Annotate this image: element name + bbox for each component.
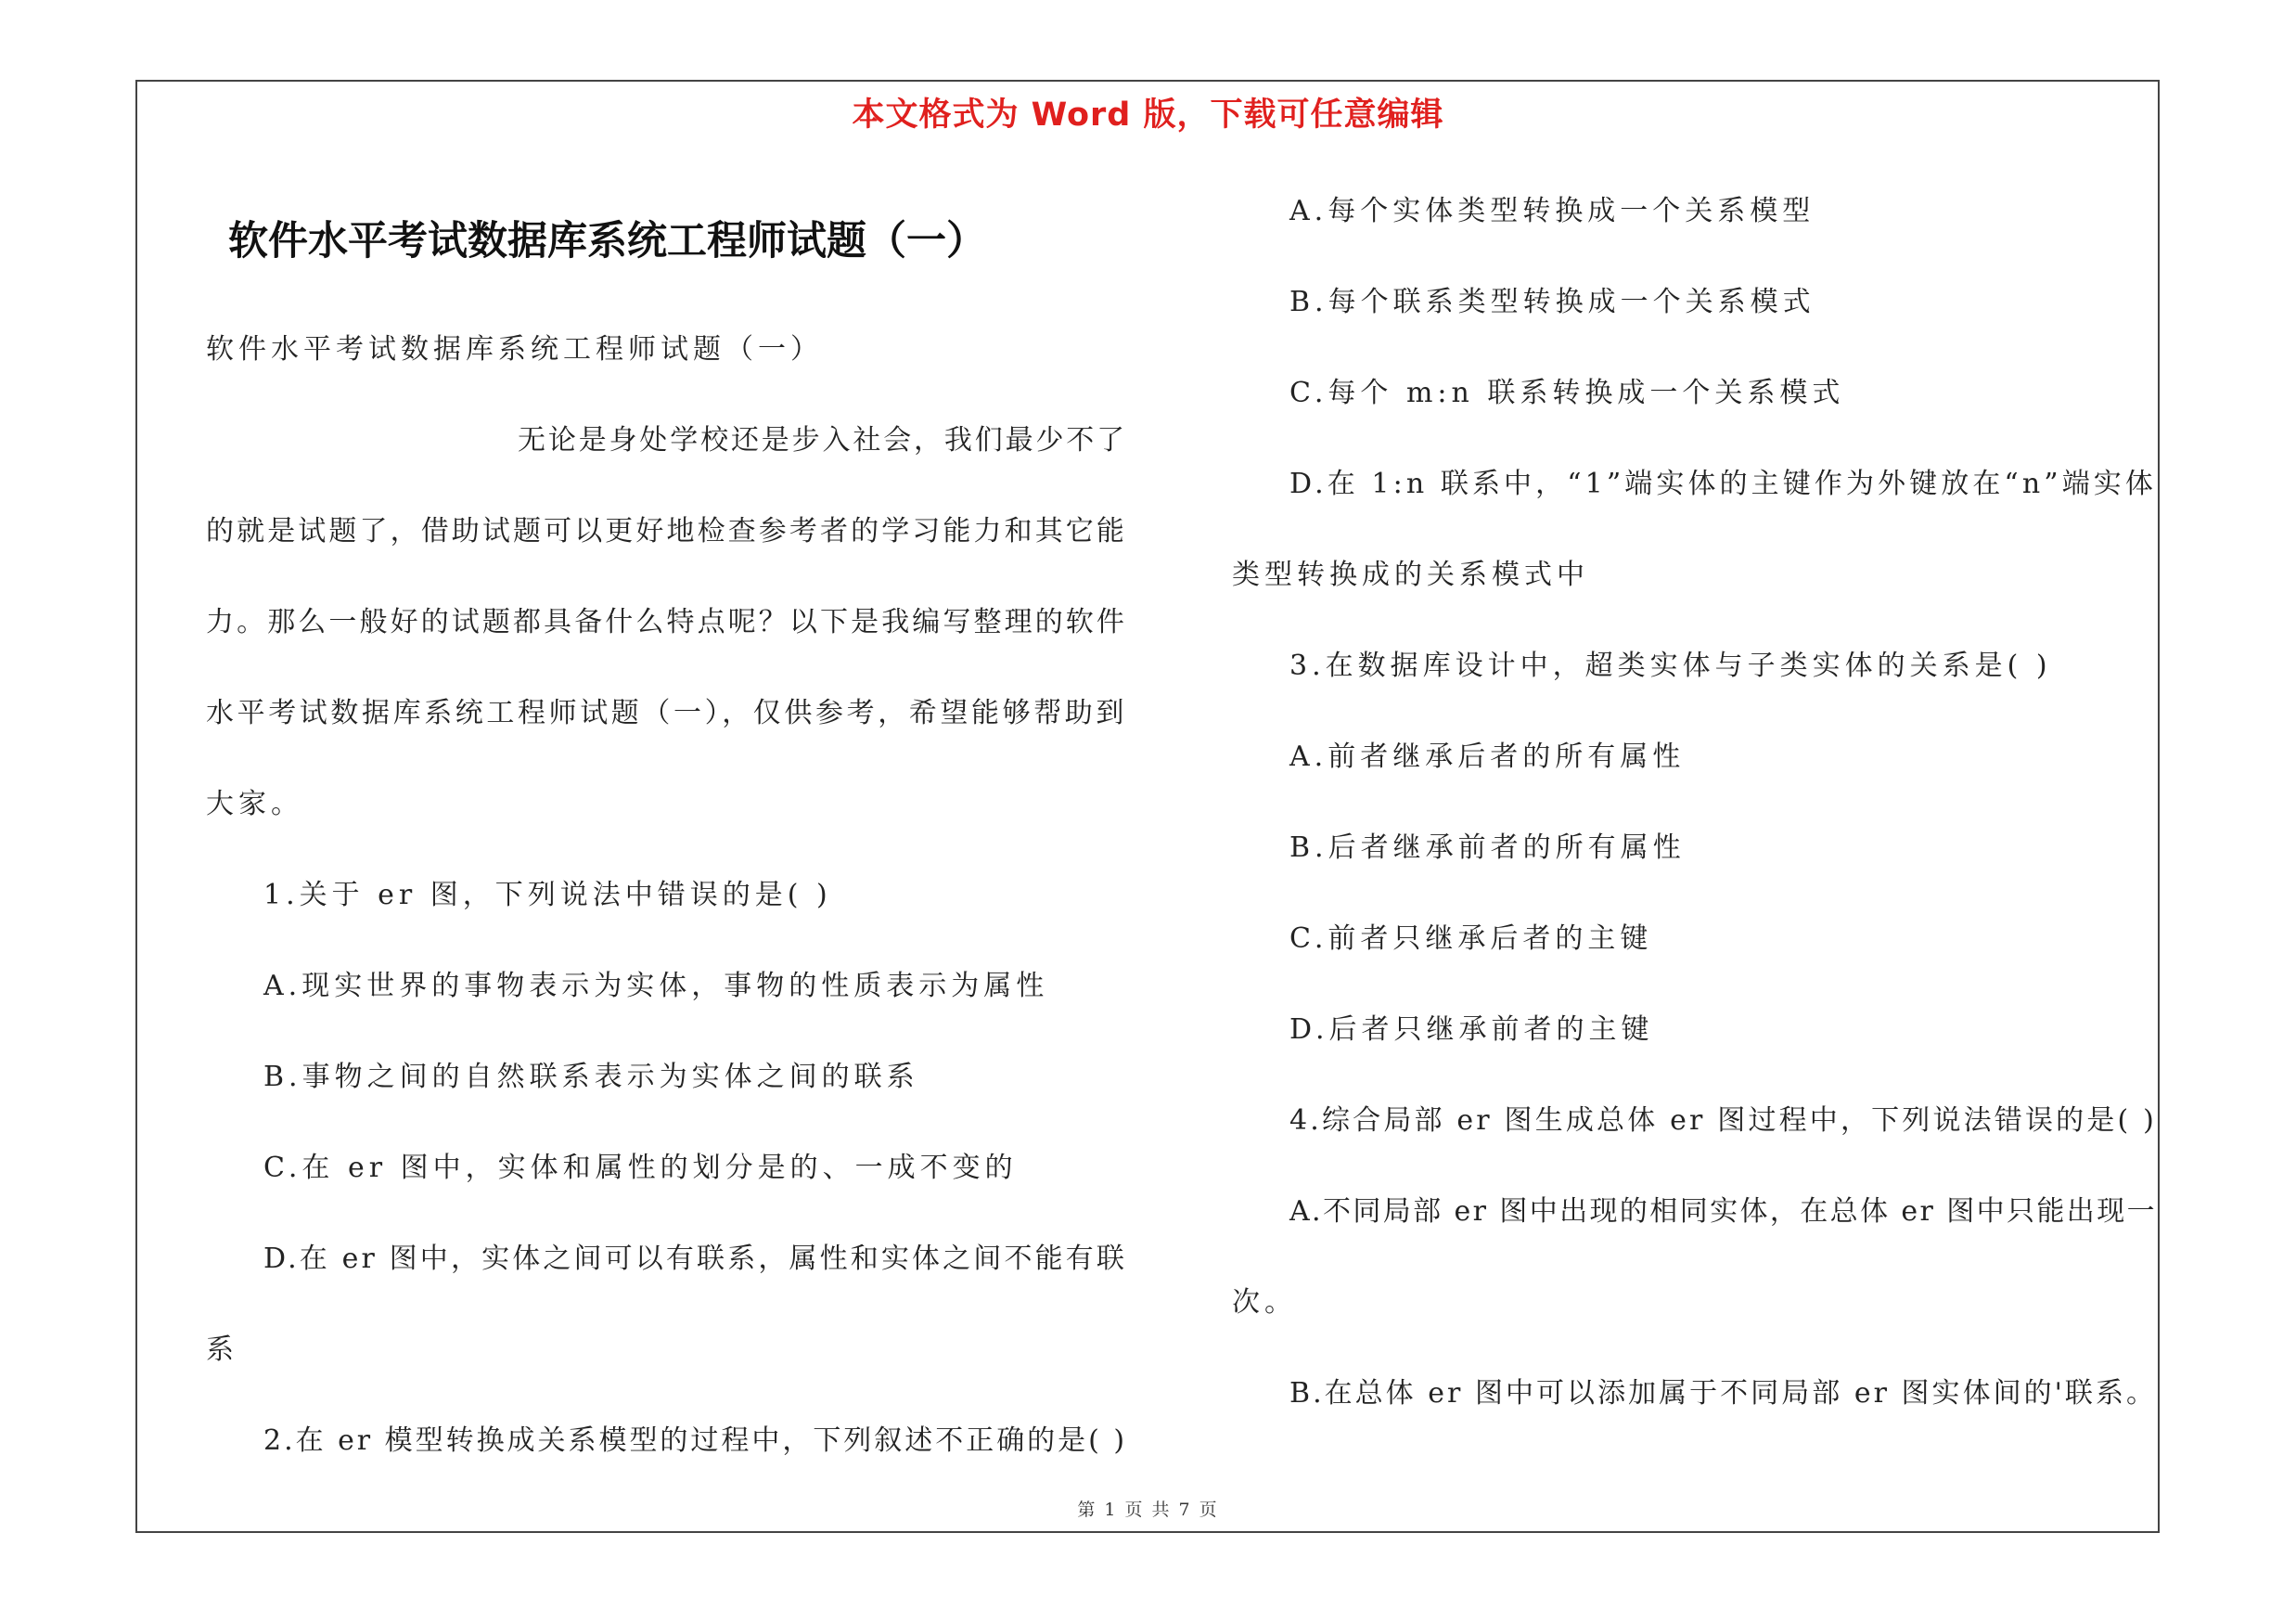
format-banner: 本文格式为 Word 版，下载可任意编辑 — [852, 97, 1444, 134]
page-border — [135, 80, 2160, 1533]
question-2-option-d-cont: 类型转换成的关系模式中 — [1232, 559, 1589, 591]
question-3-option-a: A.前者继承后者的所有属性 — [1289, 741, 1686, 773]
question-1-option-d-cont: 系 — [206, 1333, 238, 1366]
question-2-option-c: C.每个 m:n 联系转换成一个关系模式 — [1289, 377, 1845, 409]
paragraph-line: 的就是试题了，借助试题可以更好地检查参考者的学习能力和其它能 — [206, 515, 1127, 547]
subtitle-line: 软件水平考试数据库系统工程师试题（一） — [206, 333, 823, 366]
question-4: 4.综合局部 er 图生成总体 er 图过程中，下列说法错误的是( ) — [1289, 1104, 2157, 1137]
question-2-option-d: D.在 1:n 联系中，“1”端实体的主键作为外键放在“n”端实体 — [1289, 468, 2157, 500]
question-4-option-a-cont: 次。 — [1232, 1286, 1297, 1319]
question-3: 3.在数据库设计中，超类实体与子类实体的关系是( ) — [1289, 650, 2052, 682]
question-1-option-d: D.在 er 图中，实体之间可以有联系，属性和实体之间不能有联 — [263, 1243, 1127, 1275]
paragraph-line: 水平考试数据库系统工程师试题（一），仅供参考，希望能够帮助到 — [206, 697, 1127, 729]
question-1-option-b: B.事物之间的自然联系表示为实体之间的联系 — [263, 1061, 919, 1093]
question-2: 2.在 er 模型转换成关系模型的过程中，下列叙述不正确的是( ) — [263, 1424, 1127, 1457]
paragraph-line: 大家。 — [206, 788, 303, 820]
question-2-option-a: A.每个实体类型转换成一个关系模型 — [1289, 195, 1815, 227]
page-number: 第 1 页 共 7 页 — [1077, 1500, 1219, 1520]
question-1-option-a: A.现实世界的事物表示为实体，事物的性质表示为属性 — [263, 970, 1049, 1002]
question-4-option-a: A.不同局部 er 图中出现的相同实体，在总体 er 图中只能出现一 — [1289, 1195, 2157, 1228]
question-3-option-b: B.后者继承前者的所有属性 — [1289, 831, 1686, 864]
paragraph-line: 力。那么一般好的试题都具备什么特点呢？以下是我编写整理的软件 — [206, 606, 1127, 638]
paragraph-line: 无论是身处学校还是步入社会，我们最少不了 — [518, 424, 1127, 457]
question-1-option-c: C.在 er 图中，实体和属性的划分是的、一成不变的 — [263, 1152, 1018, 1184]
document-title: 软件水平考试数据库系统工程师试题（一） — [228, 218, 986, 264]
question-3-option-c: C.前者只继承后者的主键 — [1289, 922, 1653, 955]
question-2-option-b: B.每个联系类型转换成一个关系模式 — [1289, 286, 1815, 318]
question-3-option-d: D.后者只继承前者的主键 — [1289, 1013, 1654, 1046]
question-4-option-b: B.在总体 er 图中可以添加属于不同局部 er 图实体间的'联系。 — [1289, 1377, 2157, 1410]
question-1: 1.关于 er 图，下列说法中错误的是( ) — [263, 879, 832, 911]
